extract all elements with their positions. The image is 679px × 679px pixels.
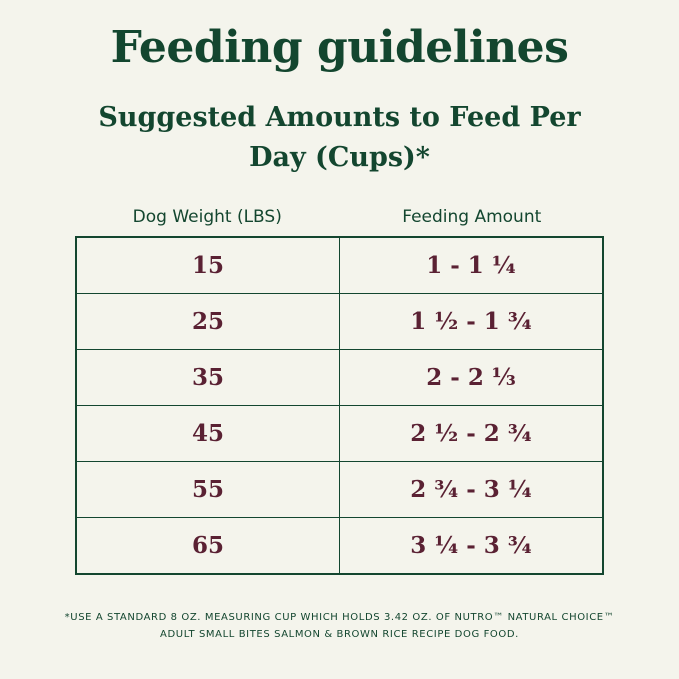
feeding-table [75,236,604,575]
cell-dog-weight: 25 [76,293,340,349]
footnote-line-1: *USE A STANDARD 8 OZ. MEASURING CUP WHICH HOLDS 3.42 OZ. OF NUTRO™ NATURAL CHOICE™ [64,612,615,623]
footnote [0,609,679,643]
cell-feeding-amount: 1 ½ - 1 ¾ [340,293,604,349]
cell-feeding-amount: 2 - 2 ⅓ [340,349,604,405]
cell-dog-weight: 35 [76,349,340,405]
table-row [76,237,603,294]
table-row [76,517,603,574]
column-header-feeding-amount: Feeding Amount [402,206,542,227]
table-row [76,349,603,405]
cell-feeding-amount: 1 - 1 ¼ [340,237,604,294]
table-row [76,293,603,349]
table-column-headers [75,207,604,227]
feeding-table-section [75,207,604,575]
cell-dog-weight: 55 [76,461,340,517]
page-title: Feeding guidelines [110,22,569,73]
table-row [76,461,603,517]
cell-dog-weight: 65 [76,517,340,574]
cell-dog-weight: 15 [76,237,340,294]
cell-dog-weight: 45 [76,405,340,461]
cell-feeding-amount: 2 ¾ - 3 ¼ [340,461,604,517]
column-header-dog-weight: Dog Weight (LBS) [132,206,282,227]
table-row [76,405,603,461]
page-subtitle: Suggested Amounts to Feed Per Day (Cups)* [98,102,581,173]
cell-feeding-amount: 2 ½ - 2 ¾ [340,405,604,461]
cell-feeding-amount: 3 ¼ - 3 ¾ [340,517,604,574]
footnote-line-2: ADULT SMALL BITES SALMON & BROWN RICE RECIPE DOG FOOD. [160,629,519,640]
